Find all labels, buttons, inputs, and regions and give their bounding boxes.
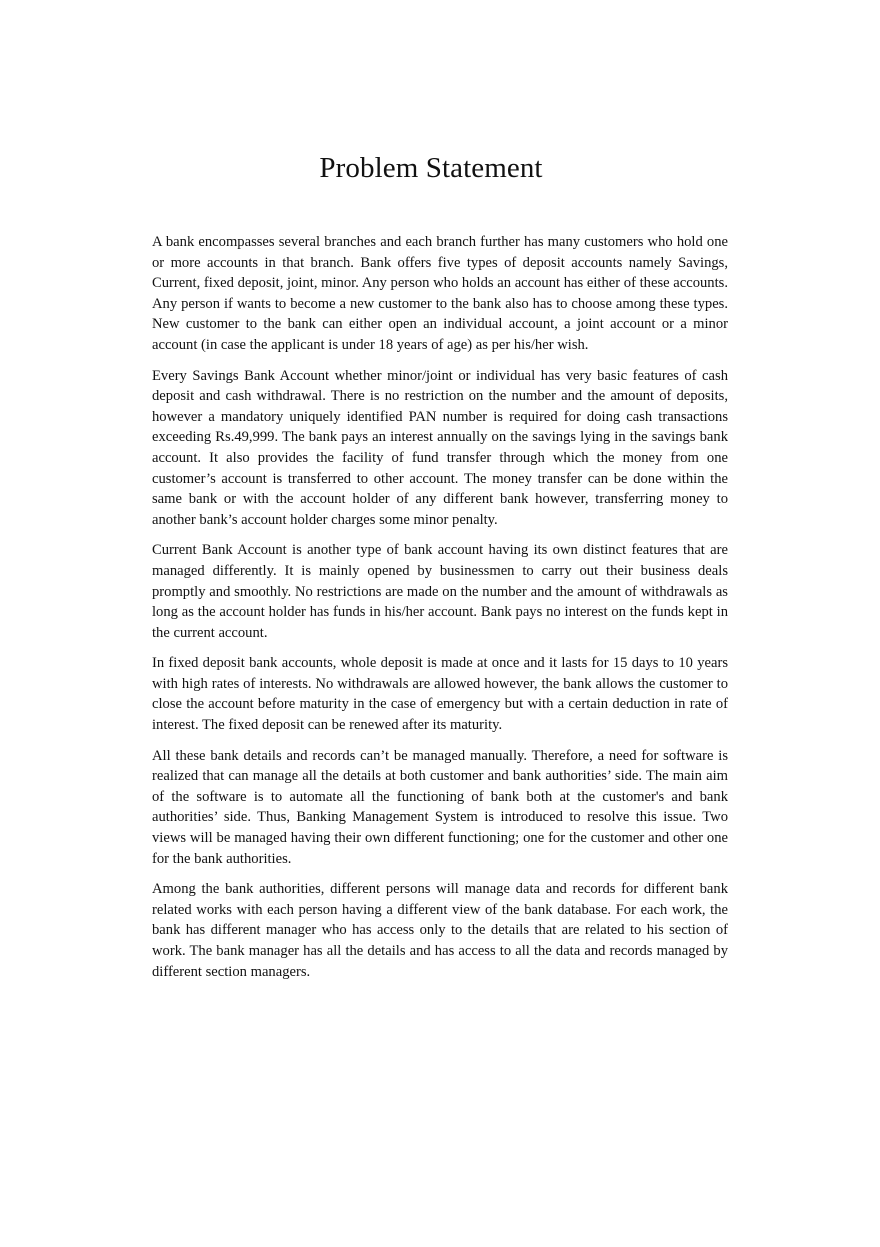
paragraph-bank-authorities: Among the bank authorities, different persons will manage data and records for different bank related works with each person having a different view of the bank database. For each work, the bank has different manager who has access only to the details that are related to his section of work. The bank manager has all the details and has access to all the data and records managed by different section managers. xyxy=(152,881,728,980)
paragraph-software-need: All these bank details and records can’t be managed manually. Therefore, a need for software is realized that can manage all the details at both customer and bank authorities’ side. The main aim of the software is to automate all the functioning of bank both at the customer's and bank authorities’ side. Thus, Banking Management System is introduced to resolve this issue. Two views will be managed having their own different functioning; one for the customer and other one for the bank authorities. xyxy=(152,747,728,867)
paragraph-current-account: Current Bank Account is another type of bank account having its own distinct features that are managed differently. It is mainly opened by businessmen to carry out their business deals promptly and smoothly. No restrictions are made on the number and the amount of withdrawals as long as the account holder has funds in his/her account. Bank pays no interest on the funds kept in the current account. xyxy=(152,542,728,641)
page-title: Problem Statement xyxy=(319,152,543,184)
paragraph-fixed-deposit: In fixed deposit bank accounts, whole deposit is made at once and it lasts for 15 days to 10 years with high rates of interests. No withdrawals are allowed however, the bank allows the customer to close the account before maturity in the case of emergency but with a certain deduction in rate of interest. The fixed deposit can be renewed after its maturity. xyxy=(152,655,728,734)
document-body xyxy=(152,232,728,992)
paragraph-bank-overview: A bank encompasses several branches and each branch further has many customers who hold one or more accounts in that branch. Bank offers five types of deposit accounts namely Savings, Current, fixed deposit, joint, minor. Any person who holds an account has either of these accounts. Any person if wants to become a new customer to the bank also has to choose among these types. New customer to the bank can either open an individual account, a joint account or a minor account (in case the applicant is under 18 years of age) as per his/her wish. xyxy=(152,234,728,353)
paragraph-savings-account: Every Savings Bank Account whether minor/joint or individual has very basic features of cash deposit and cash withdrawal. There is no restriction on the number and the amount of deposits, however a mandatory uniquely identified PAN number is required for doing cash transactions exceeding Rs.49,999. The bank pays an interest annually on the savings lying in the savings bank account. It also provides the facility of fund transfer through which the money from one customer’s account is transferred to other account. The money transfer can be done within the same bank or with the account holder of any different bank however, transferring money to another bank’s account holder charges some minor penalty. xyxy=(152,367,728,528)
